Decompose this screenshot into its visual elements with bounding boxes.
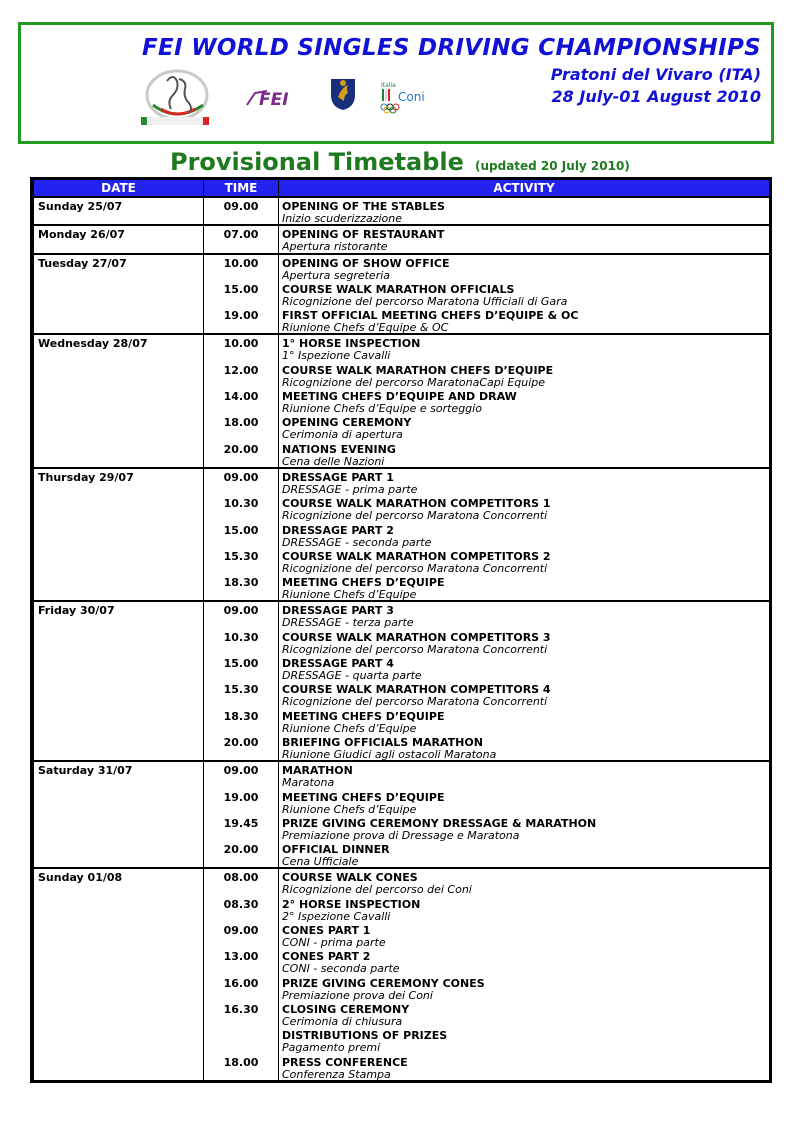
event-title-it: Ricognizione del percorso Maratona Concorrenti <box>282 509 548 522</box>
event-dates: 28 July-01 August 2010 <box>551 87 761 106</box>
event-title-en: OPENING CEREMONY <box>282 416 412 430</box>
event-item <box>282 281 769 307</box>
day-date: Monday 26/07 <box>34 225 204 253</box>
event-time: 10.30 <box>223 630 259 644</box>
event-time: 14.00 <box>223 390 259 404</box>
event-time: 08.00 <box>223 871 259 885</box>
event-title-en: COURSE WALK MARATHON COMPETITORS 3 <box>282 630 551 644</box>
event-title-it: DRESSAGE - seconda parte <box>282 535 432 548</box>
day-activities <box>279 868 770 1080</box>
column-header-time: TIME <box>204 180 279 197</box>
event-item <box>282 681 769 707</box>
event-title-it: DRESSAGE - quarta parte <box>282 669 422 682</box>
event-title-en: MEETING CHEFS D’EQUIPE <box>282 709 445 723</box>
day-times <box>204 868 279 1080</box>
event-title-it: Apertura segreteria <box>282 268 391 281</box>
day-times <box>204 334 279 467</box>
day-row <box>34 468 770 601</box>
event-title-it: Ricognizione del percorso dei Coni <box>282 883 472 896</box>
event-item <box>282 548 769 574</box>
event-time: 20.00 <box>223 735 259 749</box>
event-title: FEI WORLD SINGLES DRIVING CHAMPIONSHIPS <box>142 35 761 61</box>
day-row <box>34 761 770 868</box>
event-title-en: CONES PART 1 <box>282 924 371 938</box>
day-activities <box>279 197 770 225</box>
coni-logo-text: Coni <box>398 90 425 104</box>
event-item <box>282 975 769 1001</box>
event-title-en: CONES PART 2 <box>282 950 371 964</box>
day-times <box>204 225 279 253</box>
event-time: 19.45 <box>223 816 259 830</box>
event-title-it: Conferenza Stampa <box>282 1067 391 1080</box>
event-item <box>282 198 769 224</box>
day-date: Friday 30/07 <box>34 601 204 761</box>
event-title-it: CONI - prima parte <box>282 936 386 949</box>
day-times <box>204 468 279 601</box>
day-times <box>204 254 279 335</box>
event-title-it: Ricognizione del percorso Maratona Concorrenti <box>282 561 548 575</box>
coni-logo-small-text: Italia <box>381 82 396 89</box>
column-header-activity: ACTIVITY <box>279 180 770 197</box>
event-time: 10.00 <box>223 337 259 351</box>
event-item <box>282 307 769 333</box>
event-time: 18.30 <box>223 576 259 590</box>
event-time: 10.00 <box>223 256 259 270</box>
event-title-it: Maratona <box>282 776 335 789</box>
event-title-it: Pagamento premi <box>282 1041 381 1054</box>
event-time: 15.00 <box>223 657 259 671</box>
event-item <box>282 869 769 895</box>
event-item <box>282 414 769 440</box>
event-time: 16.00 <box>223 976 259 990</box>
event-time: 19.00 <box>223 309 259 323</box>
event-title-en: COURSE WALK MARATHON OFFICIALS <box>282 282 515 296</box>
event-time: 09.00 <box>223 764 259 778</box>
event-title-it: 2° Ispezione Cavalli <box>282 909 391 923</box>
event-title-en: OPENING OF RESTAURANT <box>282 228 445 242</box>
timetable-heading: Provisional Timetable <box>170 148 464 176</box>
event-title-it: Riunione Chefs d’Equipe <box>282 588 417 601</box>
event-item <box>282 789 769 815</box>
event-title-en: OPENING OF THE STABLES <box>282 200 445 213</box>
event-title-en: COURSE WALK MARATHON COMPETITORS 4 <box>282 683 551 697</box>
day-times <box>204 601 279 761</box>
event-time: 07.00 <box>223 228 259 242</box>
event-title-en: COURSE WALK CONES <box>282 871 418 885</box>
day-activities <box>279 254 770 335</box>
event-title-en: COURSE WALK MARATHON COMPETITORS 2 <box>282 549 551 563</box>
event-venue: Pratoni del Vivaro (ITA) <box>550 65 761 84</box>
day-activities <box>279 225 770 253</box>
event-item <box>282 815 769 841</box>
event-item <box>282 522 769 548</box>
day-row <box>34 197 770 225</box>
wsdc-logo <box>139 67 219 127</box>
event-title-it: Riunione Chefs d’Equipe e sorteggio <box>282 402 482 415</box>
day-date: Thursday 29/07 <box>34 468 204 601</box>
column-header-date: DATE <box>34 180 204 197</box>
event-title-it: Ricognizione del percorso MaratonaCapi Equipe <box>282 375 546 389</box>
event-title-en: MARATHON <box>282 764 353 778</box>
event-title-it: Inizio scuderizzazione <box>282 212 402 225</box>
event-title-it: Premiazione prova dei Coni <box>282 988 433 1001</box>
event-time: 09.00 <box>223 604 259 618</box>
day-date: Sunday 25/07 <box>34 197 204 225</box>
event-title-en: PRIZE GIVING CEREMONY CONES <box>282 976 485 990</box>
coni-logo <box>378 79 436 115</box>
event-time: 12.00 <box>223 363 259 377</box>
event-title-en: DRESSAGE PART 2 <box>282 523 394 537</box>
event-time: 16.30 <box>223 1002 259 1016</box>
event-time: 13.00 <box>223 950 259 964</box>
event-title-it: Cerimonia di apertura <box>282 428 403 441</box>
fise-logo <box>327 75 359 111</box>
event-item <box>282 602 769 628</box>
event-time <box>204 1027 278 1053</box>
event-title-it: DRESSAGE - terza parte <box>282 616 414 629</box>
event-title-en: PRESS CONFERENCE <box>282 1055 408 1069</box>
day-activities <box>279 334 770 467</box>
event-item <box>282 1027 769 1053</box>
event-item <box>282 226 769 252</box>
event-time: 09.00 <box>223 470 259 484</box>
event-item <box>282 841 769 867</box>
day-activities <box>279 601 770 761</box>
day-row <box>34 254 770 335</box>
event-title-en: NATIONS EVENING <box>282 442 396 456</box>
timetable <box>33 180 770 1082</box>
event-title-it: Cerimonia di chiusura <box>282 1014 403 1028</box>
event-title-en: OPENING OF SHOW OFFICE <box>282 256 450 270</box>
event-title-en: BRIEFING OFFICIALS MARATHON <box>282 735 483 749</box>
day-date: Wednesday 28/07 <box>34 334 204 467</box>
day-date: Tuesday 27/07 <box>34 254 204 335</box>
event-item <box>282 948 769 974</box>
day-times <box>204 761 279 868</box>
event-item <box>282 441 769 467</box>
event-title-it: Ricognizione del percorso Maratona Concorrenti <box>282 642 548 656</box>
event-item <box>282 335 769 361</box>
event-title-en: MEETING CHEFS D’EQUIPE AND DRAW <box>282 390 517 404</box>
event-title-it: 1° Ispezione Cavalli <box>282 349 391 362</box>
fei-logo-text: FEI <box>259 90 289 109</box>
table-header-row <box>34 180 770 197</box>
event-title-en: MEETING CHEFS D’EQUIPE <box>282 576 445 590</box>
event-title-it: Cena delle Nazioni <box>282 454 385 467</box>
event-item <box>282 362 769 388</box>
event-time: 15.00 <box>223 282 259 296</box>
event-time: 19.00 <box>223 790 259 804</box>
event-item <box>282 495 769 521</box>
day-activities <box>279 761 770 868</box>
fei-logo <box>245 87 303 109</box>
day-row <box>34 868 770 1080</box>
event-time: 18.30 <box>223 709 259 723</box>
event-item <box>282 388 769 414</box>
event-item <box>282 255 769 281</box>
event-title-it: Ricognizione del percorso Maratona Concorrenti <box>282 695 548 708</box>
event-title-it: CONI - seconda parte <box>282 962 400 975</box>
event-item <box>282 1054 769 1080</box>
day-row <box>34 601 770 761</box>
event-item <box>282 762 769 788</box>
day-date: Saturday 31/07 <box>34 761 204 868</box>
event-time: 20.00 <box>223 843 259 857</box>
event-time: 20.00 <box>223 442 259 456</box>
event-title-it: Ricognizione del percorso Maratona Ufficiali di Gara <box>282 294 568 308</box>
event-title-en: OFFICIAL DINNER <box>282 843 390 857</box>
page-subtitle <box>170 148 630 176</box>
event-title-en: 2° HORSE INSPECTION <box>282 897 421 911</box>
event-title-it: Premiazione prova di Dressage e Maratona <box>282 828 520 842</box>
event-title-en: COURSE WALK MARATHON COMPETITORS 1 <box>282 497 551 511</box>
event-title-en: DRESSAGE PART 3 <box>282 604 394 618</box>
event-item <box>282 708 769 734</box>
event-title-it: Cena Ufficiale <box>282 855 359 868</box>
day-row <box>34 225 770 253</box>
event-title-en: FIRST OFFICIAL MEETING CHEFS D’EQUIPE & OC <box>282 309 579 323</box>
event-title-it: Apertura ristorante <box>282 240 388 253</box>
event-title-en: DISTRIBUTIONS OF PRIZES <box>282 1029 448 1043</box>
event-item <box>282 896 769 922</box>
event-item <box>282 1001 769 1027</box>
event-time: 08.30 <box>223 897 259 911</box>
event-title-en: CLOSING CEREMONY <box>282 1002 410 1016</box>
event-item <box>282 574 769 600</box>
event-time: 09.00 <box>223 200 259 213</box>
day-row <box>34 334 770 467</box>
event-time: 15.30 <box>223 549 259 563</box>
event-time: 10.30 <box>223 497 259 511</box>
event-title-en: MEETING CHEFS D’EQUIPE <box>282 790 445 804</box>
event-title-en: PRIZE GIVING CEREMONY DRESSAGE & MARATHON <box>282 816 597 830</box>
day-times <box>204 197 279 225</box>
event-time: 09.00 <box>223 924 259 938</box>
event-item <box>282 734 769 760</box>
event-item <box>282 629 769 655</box>
day-date: Sunday 01/08 <box>34 868 204 1080</box>
day-activities <box>279 468 770 601</box>
event-title-it: Riunione Giudici agli ostacoli Maratona <box>282 747 497 761</box>
event-item <box>282 469 769 495</box>
event-title-it: DRESSAGE - prima parte <box>282 482 418 496</box>
event-title-it: Riunione Chefs d’Equipe & OC <box>282 321 449 334</box>
event-time: 15.00 <box>223 523 259 537</box>
updated-note: (updated 20 July 2010) <box>474 159 630 173</box>
event-title-en: DRESSAGE PART 1 <box>282 470 394 484</box>
header-box <box>18 22 774 144</box>
event-title-it: Riunione Chefs d’Equipe <box>282 721 417 734</box>
event-time: 15.30 <box>223 683 259 697</box>
event-item <box>282 655 769 681</box>
event-title-en: DRESSAGE PART 4 <box>282 657 394 671</box>
event-title-en: 1° HORSE INSPECTION <box>282 337 421 351</box>
event-time: 18.00 <box>223 416 259 430</box>
event-title-en: COURSE WALK MARATHON CHEFS D’EQUIPE <box>282 363 554 377</box>
event-item <box>282 922 769 948</box>
event-title-it: Riunione Chefs d’Equipe <box>282 802 417 815</box>
event-time: 18.00 <box>223 1055 259 1069</box>
timetable-body <box>34 197 770 1081</box>
